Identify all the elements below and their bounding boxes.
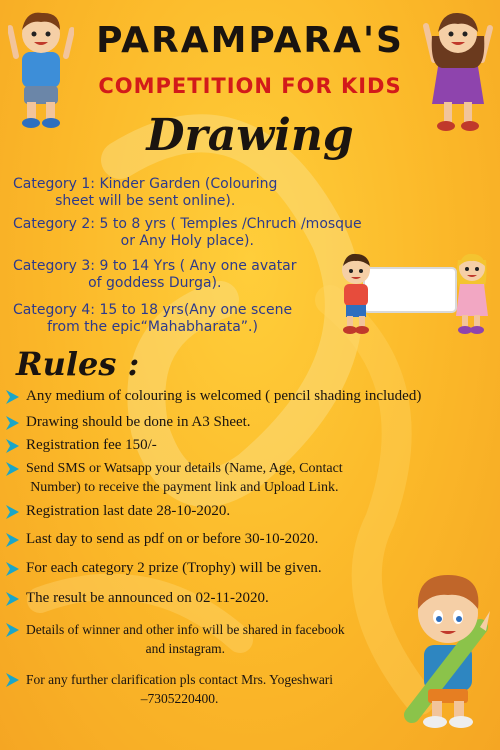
rule-8-text: The result be announced on 02-11-2020. <box>26 590 269 606</box>
kid-cartoon-icon <box>422 6 494 136</box>
rule-7-text: For each category 2 prize (Trophy) will be given. <box>26 560 322 576</box>
rule-6-text: Last day to send as pdf on or before 30-10-2020. <box>26 531 319 547</box>
rule-3-text: Registration fee 150/- <box>26 437 157 453</box>
category-3-line1: Category 3: 9 to 14 Yrs ( Any one avatar <box>13 258 297 274</box>
rule-item <box>4 670 333 708</box>
rule-item <box>4 559 322 578</box>
category-2-line1: Category 2: 5 to 8 yrs ( Temples /Chruch /mosque <box>13 216 362 232</box>
arrow-bullet-icon <box>4 389 20 405</box>
rule-item <box>4 502 230 521</box>
rule-4-line2: Number) to receive the payment link and Upload Link. <box>30 480 339 495</box>
rule-10-line1: For any further clarification pls contact Mrs. Yogeshwari <box>26 672 334 687</box>
arrow-bullet-icon <box>4 438 20 454</box>
rule-item <box>4 589 269 608</box>
category-2-line2: or Any Holy place). <box>120 233 254 249</box>
category-4-line2: from the epic“Mahabharata”.) <box>47 319 258 335</box>
category-3 <box>13 258 297 292</box>
kid-cartoon-icon <box>8 8 74 130</box>
arrow-bullet-icon <box>4 461 20 477</box>
arrow-bullet-icon <box>4 672 20 688</box>
rule-item <box>4 459 343 497</box>
kid-with-pencil-icon <box>402 565 496 730</box>
rule-4-line1: Send SMS or Watsapp your details (Name, Age, Contact <box>26 461 343 476</box>
arrow-bullet-icon <box>4 622 20 638</box>
kids-with-sign-icon <box>338 250 490 336</box>
event-name: Drawing <box>146 110 354 161</box>
rule-2-text: Drawing should be done in A3 Sheet. <box>26 414 251 430</box>
category-1-line2: sheet will be sent online). <box>55 193 236 209</box>
rule-9-line1: Details of winner and other info will be shared in facebook <box>26 622 345 637</box>
arrow-bullet-icon <box>4 532 20 548</box>
category-4-line1: Category 4: 15 to 18 yrs(Any one scene <box>13 302 293 318</box>
rule-10-line2: –7305220400. <box>140 691 219 706</box>
category-3-line2: of goddess Durga). <box>88 275 222 291</box>
category-4 <box>13 302 292 336</box>
arrow-bullet-icon <box>4 415 20 431</box>
rule-item <box>4 530 318 549</box>
poster-subtitle: COMPETITION FOR KIDS <box>98 74 402 98</box>
rules-heading: Rules : <box>16 345 140 383</box>
arrow-bullet-icon <box>4 504 20 520</box>
category-1-line1: Category 1: Kinder Garden (Colouring <box>13 176 278 192</box>
arrow-bullet-icon <box>4 591 20 607</box>
rule-9-line2: and instagram. <box>145 641 226 656</box>
rule-item <box>4 436 157 455</box>
rule-1-text: Any medium of colouring is welcomed ( pencil shading included) <box>26 388 422 404</box>
rule-item <box>4 620 345 658</box>
rule-5-text: Registration last date 28-10-2020. <box>26 503 231 519</box>
poster-title: PARAMPARA'S <box>96 20 404 61</box>
arrow-bullet-icon <box>4 561 20 577</box>
rule-item <box>4 413 251 432</box>
category-1 <box>13 176 277 210</box>
rule-item <box>4 387 421 406</box>
category-2 <box>13 216 362 250</box>
